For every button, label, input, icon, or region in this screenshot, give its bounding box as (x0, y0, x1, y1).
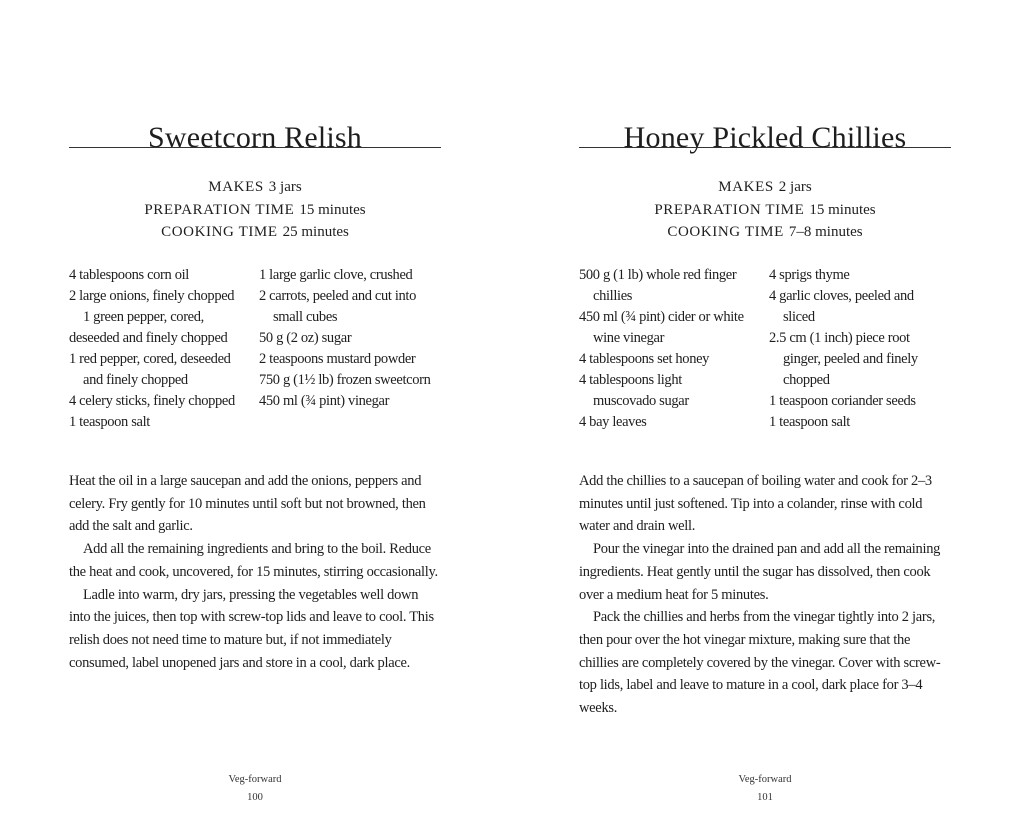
page-number: 101 (757, 792, 773, 803)
cooking-time-label: COOKING TIME (161, 224, 278, 240)
page-number: 100 (247, 792, 263, 803)
ingredients-column-2 (259, 265, 445, 412)
method-paragraph: Add the chillies to a saucepan of boiling water and cook for 2–3 minutes until just softened. Tip into a colander, rinse with cold water and drain well. (579, 473, 932, 535)
makes-line (69, 176, 441, 199)
prep-time-line (69, 199, 441, 222)
recipe-title: Sweetcorn Relish (148, 121, 362, 155)
ingredient-line: 2 teaspoons mustard powder (259, 351, 416, 367)
ingredient-line: 1 green pepper, cored, (83, 309, 204, 325)
ingredient-line: ginger, peeled and finely (783, 351, 918, 367)
ingredient-line: 4 tablespoons light (579, 372, 682, 388)
method-paragraph: Ladle into warm, dry jars, pressing the vegetables well down into the juices, then top with screw-top lids and leave to cool. This relish does not need time to mature but, if not immediately consumed, label unopened jars and store in a cool, dark place. (69, 586, 434, 671)
ingredient-line: 4 tablespoons corn oil (69, 267, 189, 283)
running-footer-title: Veg-forward (738, 774, 792, 785)
cooking-time-line (69, 221, 441, 244)
title-rule (69, 147, 441, 148)
cooking-time-line (579, 221, 951, 244)
ingredient-line: 450 ml (¾ pint) cider or white (579, 309, 744, 325)
makes-value: 3 jars (268, 179, 302, 195)
makes-value: 2 jars (778, 179, 812, 195)
ingredient-line: 50 g (2 oz) sugar (259, 330, 352, 346)
ingredient-line: and finely chopped (83, 372, 188, 388)
recipe-meta (579, 176, 951, 244)
ingredient-line: 4 tablespoons set honey (579, 351, 710, 367)
makes-line (579, 176, 951, 199)
page-footer (579, 771, 951, 807)
makes-label: MAKES (208, 179, 264, 195)
ingredient-line: chopped (783, 372, 830, 388)
title-rule (579, 147, 951, 148)
method-paragraph: Pour the vinegar into the drained pan and add all the remaining ingredients. Heat gently until the sugar has dissolved, then cook over a medium heat for 5 minutes. (579, 541, 941, 603)
cooking-time-value: 7–8 minutes (788, 224, 863, 240)
prep-time-line (579, 199, 951, 222)
makes-label: MAKES (718, 179, 774, 195)
ingredients-column-1 (69, 265, 259, 433)
ingredient-line: 1 red pepper, cored, deseeded (69, 351, 231, 367)
recipe-meta (69, 176, 441, 244)
running-footer-title: Veg-forward (228, 774, 282, 785)
ingredient-line: 750 g (1½ lb) frozen sweetcorn (259, 372, 431, 388)
ingredient-line: wine vinegar (593, 330, 665, 346)
prep-time-label: PREPARATION TIME (144, 201, 295, 218)
page-footer (69, 771, 441, 807)
ingredient-line: 1 teaspoon salt (769, 414, 850, 430)
ingredient-line: 2 large onions, finely chopped (69, 288, 235, 304)
ingredient-line: 2.5 cm (1 inch) piece root (769, 330, 910, 346)
ingredient-line: muscovado sugar (593, 393, 689, 409)
ingredient-line: sliced (783, 309, 815, 325)
method-paragraph: Add all the remaining ingredients and bring to the boil. Reduce the heat and cook, uncovered, for 15 minutes, stirring occasionally. (69, 541, 438, 580)
left-page (69, 0, 441, 818)
ingredient-line: deseeded and finely chopped (69, 330, 228, 346)
ingredient-line: 1 teaspoon coriander seeds (769, 393, 916, 409)
ingredient-line: 450 ml (¾ pint) vinegar (259, 393, 390, 409)
prep-time-value: 15 minutes (299, 201, 366, 218)
ingredient-line: 1 teaspoon salt (69, 414, 150, 430)
recipe-title: Honey Pickled Chillies (623, 121, 907, 155)
ingredient-line: 4 garlic cloves, peeled and (769, 288, 914, 304)
ingredient-line: 500 g (1 lb) whole red finger (579, 267, 737, 283)
ingredient-line: 4 sprigs thyme (769, 267, 850, 283)
method-text (579, 470, 951, 720)
prep-time-label: PREPARATION TIME (654, 201, 805, 218)
ingredient-line: small cubes (273, 309, 338, 325)
ingredient-line: 1 large garlic clove, crushed (259, 267, 413, 283)
ingredient-line: 4 bay leaves (579, 414, 647, 430)
right-page (579, 0, 951, 818)
ingredient-line: chillies (593, 288, 633, 304)
ingredients-column-1 (579, 265, 769, 433)
cooking-time-value: 25 minutes (282, 224, 349, 240)
cooking-time-label: COOKING TIME (667, 224, 784, 240)
prep-time-value: 15 minutes (809, 201, 876, 218)
method-text (69, 470, 441, 674)
method-paragraph: Heat the oil in a large saucepan and add the onions, peppers and celery. Fry gently for 10 minutes until soft but not browned, then add the salt and garlic. (69, 473, 426, 535)
ingredients-column-2 (769, 265, 955, 433)
ingredient-line: 4 celery sticks, finely chopped (69, 393, 235, 409)
method-paragraph: Pack the chillies and herbs from the vinegar tightly into 2 jars, then pour over the hot vinegar mixture, making sure that the chillies are completely covered by the vinegar. Cover with screw-top lids, label and leave to mature in a cool, dark place for 3–4 weeks. (579, 609, 941, 717)
ingredient-line: 2 carrots, peeled and cut into (259, 288, 416, 304)
